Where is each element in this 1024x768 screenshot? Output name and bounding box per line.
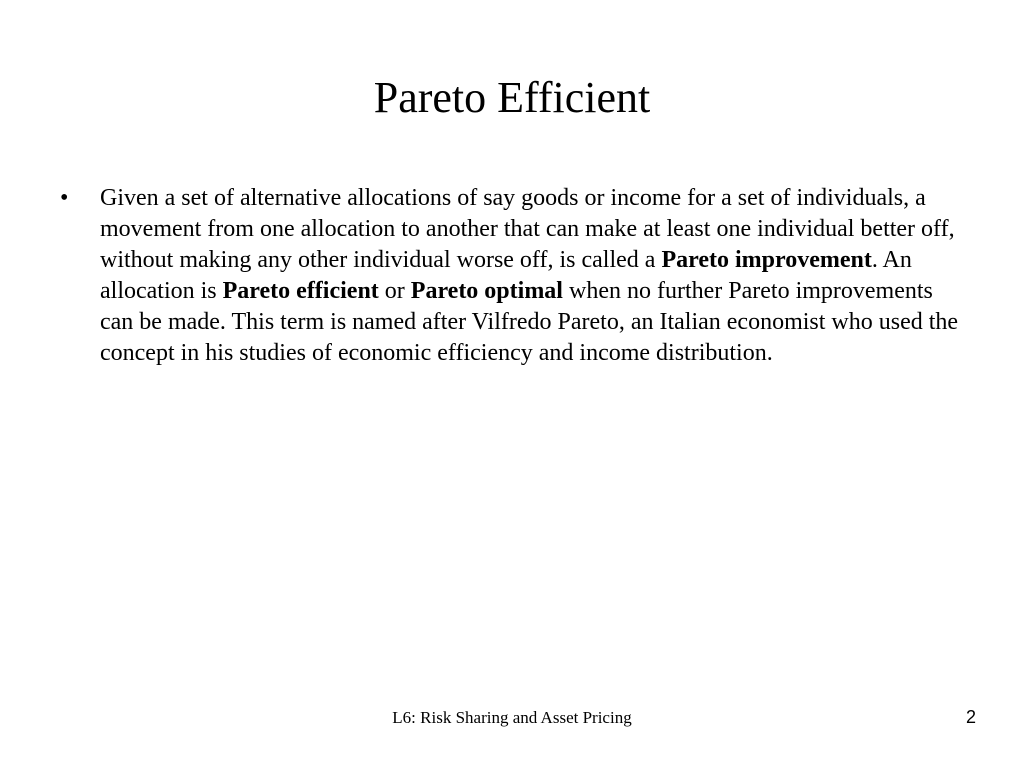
term-pareto-efficient: Pareto efficient	[222, 278, 379, 304]
footer-text: L6: Risk Sharing and Asset Pricing	[392, 708, 632, 727]
term-pareto-improvement: Pareto improvement	[661, 247, 872, 273]
bullet-marker: •	[60, 185, 69, 211]
term-pareto-optimal: Pareto optimal	[410, 278, 563, 304]
bullet-text	[100, 183, 960, 369]
bullet-text-segment: when no further Pareto improvements can be made. This term is named after Vilfredo Pareto, an Italian economist who used the concept in his studies of economic efficiency and income distribution.	[100, 278, 959, 366]
slide-number: 2	[965, 707, 976, 727]
bullet-item	[60, 183, 960, 369]
bullet-list	[60, 183, 960, 369]
bullet-text-segment: Given a set of alternative allocations of say goods or income for a set of individuals, a movement from one allocation to another that can make at least one individual better off, without making any other individual worse off, is called a	[100, 185, 955, 273]
bullet-text-segment: . An allocation is	[100, 247, 912, 304]
slide-title: Pareto Efficient	[373, 73, 651, 122]
bullet-text-segment: or	[378, 278, 411, 304]
